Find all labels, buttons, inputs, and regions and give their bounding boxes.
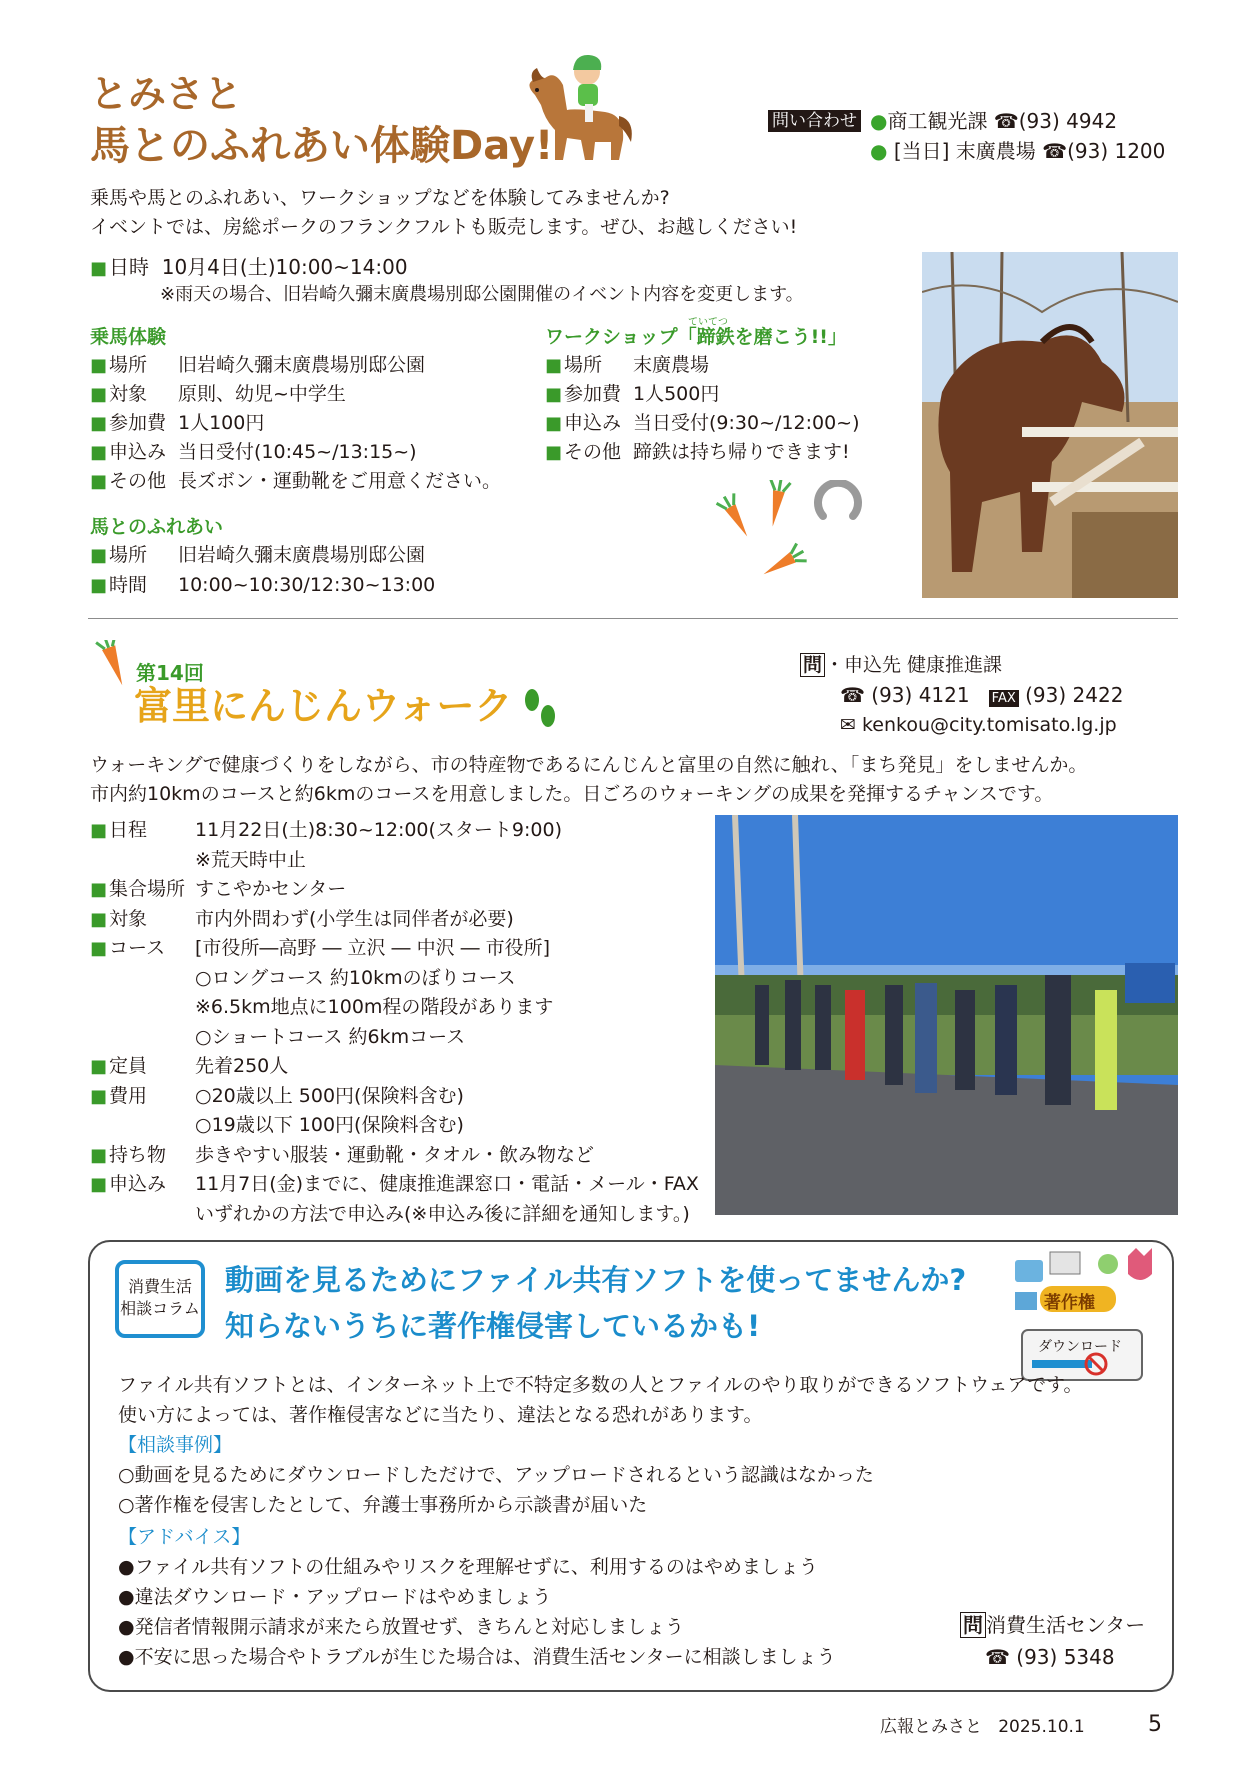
riding-row: ■ その他 長ズボン・運動靴をご用意ください。 — [90, 470, 502, 492]
workshop-row: ■ 参加費 1人500円 — [545, 383, 720, 405]
walk-detail-value: いずれかの方法で申込み(※申込み後に詳細を通知します。) — [195, 1202, 690, 1225]
fureai-heading: 馬とのふれあい — [90, 516, 224, 538]
walking-photo — [715, 815, 1178, 1215]
workshop-row: ■ 場所 末廣農場 — [545, 354, 710, 376]
walk-detail-label: 定員 — [109, 1055, 148, 1077]
fureai-row: ■ 時間 10:00~10:30/12:30~13:00 — [90, 574, 436, 596]
column-body-2: 使い方によっては、著作権侵害などに当たり、違法となる恐れがあります。 — [118, 1404, 763, 1426]
walk-detail-value: ○19歳以下 100円(保険料含む) — [195, 1114, 464, 1136]
walk-detail-label: 費用 — [109, 1084, 148, 1107]
walk-detail-value: 11月7日(金)までに、健康推進課窓口・電話・メール・FAX — [195, 1173, 699, 1195]
fureai-row: ■ 場所 旧岩崎久彌末廣農場別邸公園 — [90, 544, 426, 566]
walk-detail-row — [90, 904, 700, 935]
bullet-square-icon: ■ — [90, 879, 108, 900]
horse-rider-illustration — [515, 50, 635, 165]
footprints-icon — [520, 684, 560, 732]
walk-detail-value: すこやかセンター — [195, 878, 347, 900]
walk-detail-row — [90, 933, 700, 964]
riding-row: ■ 参加費 1人100円 — [90, 412, 265, 434]
riding-row: ■ 対象 原則、幼児~中学生 — [90, 383, 346, 405]
riding-row: ■ 申込み 当日受付(10:45~/13:15~) — [90, 441, 417, 463]
walk-detail-label: 日程 — [109, 819, 148, 841]
bullet-square-icon: ■ — [90, 1144, 108, 1166]
walk-detail-label: 申込み — [109, 1173, 167, 1195]
workshop-row: ■ その他 蹄鉄は持ち帰りできます! — [545, 441, 850, 463]
horse-date: ■ 日時 10月4日(土)10:00~14:00 — [90, 255, 408, 279]
walk-detail-value: 市内外問わず(小学生は同伴者が必要) — [195, 907, 514, 930]
bullet-square-icon: ■ — [90, 820, 108, 841]
walk-contact: 問 ・申込先 健康推進課 — [800, 650, 1002, 680]
walk-detail-value: ※6.5km地点に100m程の階段があります — [195, 996, 554, 1018]
walk-detail-row — [90, 815, 700, 846]
walk-detail-value: ※荒天時中止 — [195, 848, 306, 871]
walk-detail-label: 持ち物 — [109, 1143, 167, 1166]
walk-detail-label: 対象 — [109, 907, 148, 930]
bullet-square-icon: ■ — [90, 938, 108, 959]
riding-row: ■ 場所 旧岩崎久彌末廣農場別邸公園 — [90, 354, 426, 376]
horse-title-main: 馬とのふれあい体験Day! — [90, 123, 554, 169]
walk-detail-value: [市役所―高野 ― 立沢 ― 中沢 ― 市役所] — [195, 937, 551, 959]
case-heading: 【相談事例】 — [118, 1434, 233, 1456]
walk-tel-fax: ☎ (93) 4121 FAX (93) 2422 — [840, 683, 1124, 707]
walk-detail-value: 歩きやすい服装・運動靴・タオル・飲み物など — [195, 1143, 595, 1166]
advice-item: ●違法ダウンロード・アップロードはやめましょう — [118, 1586, 552, 1608]
walk-detail-value: 11月22日(土)8:30~12:00(スタート9:00) — [195, 819, 563, 841]
walk-detail-row — [90, 1081, 700, 1112]
phone-icon: ☎ — [987, 109, 1019, 133]
horse-rain-note: ※雨天の場合、旧岩崎久彌末廣農場別邸公園開催のイベント内容を変更します。 — [160, 284, 804, 305]
inquiry-icon: 問 — [960, 1612, 986, 1638]
footer-page-number: 5 — [1148, 1712, 1162, 1737]
column-contact-tel: ☎ (93) 5348 — [985, 1645, 1115, 1669]
walk-intro-2: 市内約10kmのコースと約6kmのコースを用意しました。日ごろのウォーキングの成果を発揮するチャンスです。 — [90, 783, 1054, 805]
horse-photo — [922, 252, 1178, 598]
riding-heading: 乗馬体験 — [90, 326, 167, 348]
advice-item: ●ファイル共有ソフトの仕組みやリスクを理解せずに、利用するのはやめましょう — [118, 1556, 818, 1578]
bullet-square-icon: ■ — [90, 1056, 108, 1077]
walk-detail-value: ○ショートコース 約6kmコース — [195, 1025, 466, 1048]
advice-heading: 【アドバイス】 — [118, 1526, 251, 1548]
walk-edition: 第14回 — [136, 661, 204, 685]
horse-contact-1: ●商工観光課 ☎(93) 4942 — [870, 109, 1118, 133]
horse-title-small: とみさと — [90, 72, 243, 116]
column-title-1: 動画を見るためにファイル共有ソフトを使ってませんか? — [225, 1263, 967, 1297]
column-badge — [115, 1260, 205, 1338]
column-badge-line1: 消費生活 — [127, 1277, 192, 1296]
case-item: ○動画を見るためにダウンロードしただけで、アップロードされるという認識はなかった — [118, 1464, 874, 1486]
phone-icon: ☎ — [840, 683, 872, 707]
copyright-badge-text: 著作権 — [1044, 1293, 1095, 1313]
inquiry-icon: 問 — [800, 653, 825, 677]
column-badge-line2: 相談コラム — [120, 1299, 200, 1318]
bullet-square-icon: ■ — [90, 1174, 108, 1195]
walk-detail-value: 先着250人 — [195, 1055, 289, 1077]
walk-detail-row — [90, 874, 700, 905]
advice-item: ●不安に思った場合やトラブルが生じた場合は、消費生活センターに相談しましょう — [118, 1646, 836, 1668]
horse-intro-2: イベントでは、房総ポークのフランクフルトも販売します。ぜひ、お越しください! — [90, 216, 798, 238]
case-item: ○著作権を侵害したとして、弁護士事務所から示談書が届いた — [118, 1494, 648, 1516]
advice-item: ●発信者情報開示請求が来たら放置せず、きちんと対応しましょう — [118, 1616, 685, 1638]
column-contact: 問 消費生活センター — [960, 1610, 1145, 1640]
walk-title: 富里にんじんウォーク — [134, 684, 513, 728]
download-label: ダウンロード — [1038, 1339, 1122, 1355]
walk-detail-label: 集合場所 — [109, 878, 186, 900]
mail-icon: ✉ — [840, 714, 862, 736]
walk-detail-value: ○20歳以上 500円(保険料含む) — [195, 1084, 464, 1107]
column-title-2: 知らないうちに著作権侵害しているかも! — [225, 1309, 761, 1343]
phone-icon: ☎ — [985, 1645, 1017, 1669]
column-body-1: ファイル共有ソフトとは、インターネット上で不特定多数の人とファイルのやり取りができるソフトウェアです。 — [118, 1374, 1083, 1396]
fax-icon: FAX — [989, 690, 1019, 707]
walk-intro-1: ウォーキングで健康づくりをしながら、市の特産物であるにんじんと富里の自然に触れ、「まち発見」をしませんか。 — [90, 754, 1088, 776]
carrot-icon — [88, 640, 128, 700]
walk-detail-value: ○ロングコース 約10kmのぼりコース — [195, 966, 516, 989]
bullet-square-icon: ■ — [90, 1085, 108, 1107]
phone-icon: ☎ — [1035, 139, 1068, 163]
walk-email: ✉ kenkou@city.tomisato.lg.jp — [840, 714, 1117, 736]
walk-detail-row — [90, 1051, 700, 1082]
section-divider — [88, 618, 1178, 619]
horse-contact-2: ● [当日] 末廣農場 ☎(93) 1200 — [870, 139, 1166, 163]
workshop-row: ■ 申込み 当日受付(9:30~/12:00~) — [545, 412, 860, 434]
footer-publication: 広報とみさと 2025.10.1 — [880, 1717, 1085, 1737]
walk-detail-row — [90, 1169, 700, 1200]
horse-intro-1: 乗馬や馬とのふれあい、ワークショップなどを体験してみませんか? — [90, 187, 670, 209]
carrots-horseshoe-illustration — [705, 480, 885, 590]
workshop-heading: ワークショップ「蹄鉄を磨こう!!」 — [545, 326, 847, 348]
horse-contact-badge: 問い合わせ — [768, 110, 861, 132]
workshop-ruby: ていてつ — [688, 317, 728, 328]
walk-detail-row — [90, 1140, 700, 1171]
bullet-square-icon: ■ — [90, 908, 108, 930]
walk-detail-label: コース — [109, 937, 166, 959]
